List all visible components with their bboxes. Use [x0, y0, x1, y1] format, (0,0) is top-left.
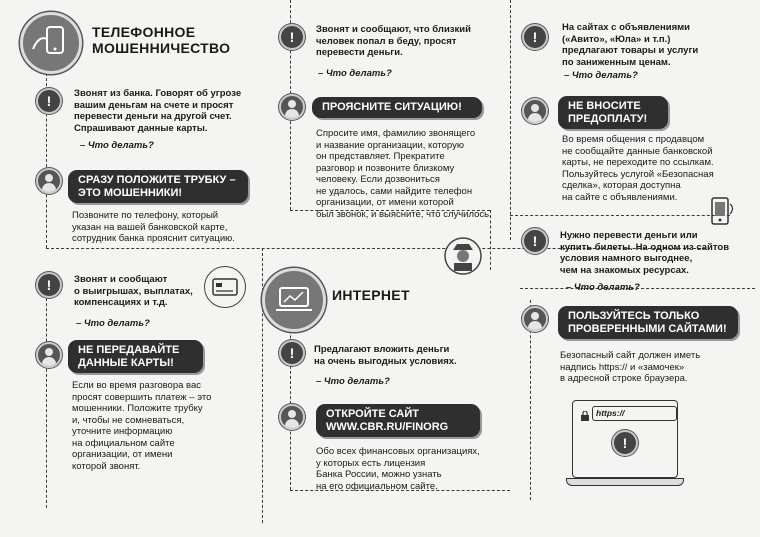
avatar-icon — [522, 98, 548, 124]
avatar-icon — [279, 94, 305, 120]
avatar-icon — [522, 306, 548, 332]
scenario2-answer-banner: НЕ ПЕРЕДАВАЙТЕ ДАННЫЕ КАРТЫ! — [68, 340, 203, 373]
scenario1-detail: Позвоните по телефону, который указан на вашей банковской карте, сотрудник банка прояснит ситуацию. — [72, 210, 235, 244]
path-line — [510, 0, 511, 240]
scenario1-answer-banner: СРАЗУ ПОЛОЖИТЕ ТРУБКУ – ЭТО МОШЕННИКИ! — [68, 170, 248, 203]
relative-question: Звонят и сообщают, что близкий человек попал в беду, просят перевести деньги. — [316, 24, 471, 58]
question-icon: ! — [36, 88, 62, 114]
ads-detail: Во время общения с продавцом не сообщайте данные банковской карты, не переходите по ссылкам. Пользуйтесь услугой «Безопасная сделка», которая доступна на сайте с объявлениями. — [562, 134, 714, 203]
question-icon: ! — [522, 24, 548, 50]
card-icon — [204, 266, 246, 308]
relative-detail: Спросите имя, фамилию звонящего и название организации, которую он представляет. Прекратите разговор и позвоните близкому человеку. Если дозвониться не удалось, сами найдите телефон организации, от имени которой был звонок, и выясните, что случилось. — [316, 128, 492, 220]
tickets-detail: Безопасный сайт должен иметь надпись https:// и «замочек» в адресной строке браузера. — [560, 350, 701, 384]
tickets-question: Нужно перевести деньги или купить билеты. На одном из сайтов условия намного выгоднее, чем на знакомых ресурсах. — [560, 230, 730, 276]
scenario1-question: Звонят из банка. Говорят об угрозе вашим деньгам на счете и просят перевести деньги на другой счет. Спрашивают данные карты. — [74, 88, 242, 134]
lock-icon — [580, 408, 590, 418]
scenario2-detail: Если во время разговора вас просят совершить платеж – это мошенники. Положите трубку и, чтобы не сомневаться, уточните информацию на официальном сайте организации, от имени которой звонят. — [72, 380, 212, 472]
internet-ask: – Что делать? — [316, 376, 390, 387]
relative-ask: – Что делать? — [318, 68, 392, 79]
laptop-icon — [262, 268, 326, 332]
question-icon: ! — [522, 228, 548, 254]
hacker-icon — [443, 236, 483, 276]
path-line — [510, 215, 730, 216]
scenario2-ask: – Что делать? — [76, 318, 150, 329]
avatar-icon — [279, 404, 305, 430]
ads-ask: – Что делать? — [564, 70, 638, 81]
phone-icon — [706, 194, 742, 230]
internet-title: ИНТЕРНЕТ — [332, 287, 410, 303]
browser-illustration — [572, 400, 682, 490]
address-bar: https:// — [592, 406, 677, 421]
phone-icon — [20, 12, 82, 74]
avatar-icon — [36, 342, 62, 368]
path-line — [46, 278, 47, 508]
scenario1-ask: – Что делать? — [80, 140, 154, 151]
relative-answer-banner: ПРОЯСНИТЕ СИТУАЦИЮ! — [312, 97, 482, 118]
internet-detail: Обо всех финансовых организациях, у которых есть лицензия Банка России, можно узнать на его официальном сайте. — [316, 446, 480, 492]
question-icon: ! — [279, 340, 305, 366]
scenario2-question: Звонят и сообщают о выигрышах, выплатах, компенсациях и т.д. — [74, 274, 193, 308]
tickets-answer-banner: ПОЛЬЗУЙТЕСЬ ТОЛЬКО ПРОВЕРЕННЫМИ САЙТАМИ! — [558, 306, 738, 339]
internet-answer-banner: ОТКРОЙТЕ САЙТ WWW.CBR.RU/FINORG — [316, 404, 480, 437]
question-icon: ! — [36, 272, 62, 298]
internet-question: Предлагают вложить деньги на очень выгодных условиях. — [314, 344, 457, 367]
ads-answer-banner: НЕ ВНОСИТЕ ПРЕДОПЛАТУ! — [558, 96, 668, 129]
avatar-icon — [36, 168, 62, 194]
question-icon: ! — [612, 430, 638, 456]
ads-question: На сайтах с объявлениями («Авито», «Юла» и т.п.) предлагают товары и услуги по заниженным ценам. — [562, 22, 699, 68]
tickets-ask: – Что делать? — [566, 282, 640, 293]
phone-fraud-title: ТЕЛЕФОННОЕ МОШЕННИЧЕСТВО — [92, 24, 231, 56]
question-icon: ! — [279, 24, 305, 50]
